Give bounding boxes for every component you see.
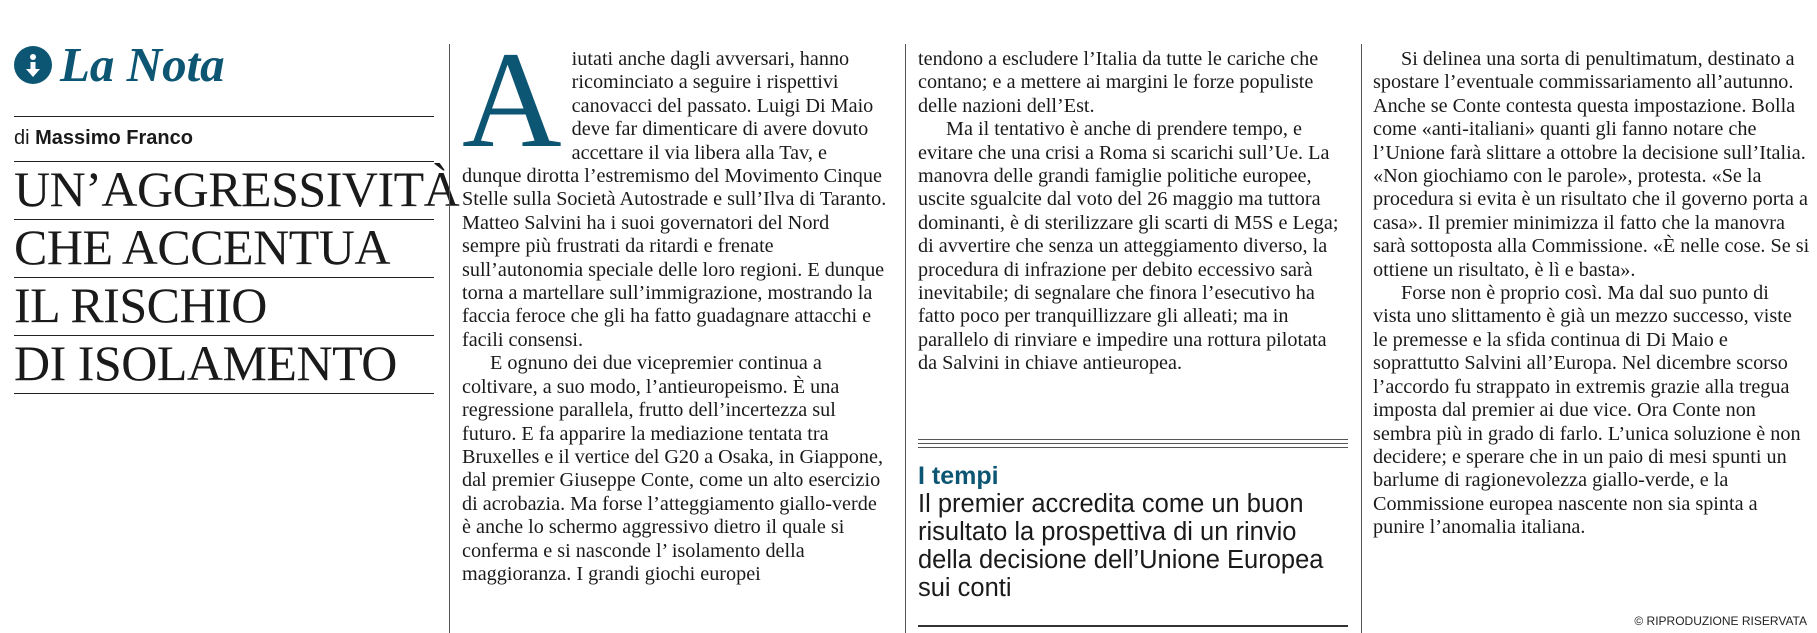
column-divider [449,44,450,633]
paragraph-text: iutati anche dagli avversari, hanno ricominciato a seguire i rispettivi canovacci del passato. Luigi Di Maio deve far dimenticare di avere dovuto accettare il via libera alla Tav, e dunque dirotta l’estremismo del Movimento Cinque Stelle sulla Società Autostrade e sull’Ilva di Taranto. Matteo Salvini ha i suoi governatori del Nord sempre più frustrati da ritardi e frenate sull’autonomia speciale delle loro regioni. E dunque torna a martellare sull’immigrazione, mostrando la faccia feroce che gli ha fatto guadagnare attacchi e facili consensi. [462,48,887,351]
sidebar-box [918,439,1348,602]
article-paragraph: Forse non è proprio così. Ma dal suo punto di vista uno slittamento è già un mezzo successo, viste le premesse e la sfida continua di Di Maio e soprattutto Salvini all’Europa. Nel dicembre scorso l’accordo fu strappato in extremis grazie alla tregua imposta dal premier ai due vice. Ora Conte non sembra più in grado di farlo. L’unica soluzione è non decidere; e sperare che in un paio di mesi spunti un barlume di ragionevolezza giallo-verde, e la Commissione europea nascente non sia spinta a punire l’anomalia italiana. [1373,282,1801,539]
article-paragraph: Si delinea una sorta di penultimatum, destinato a spostare l’eventuale commissariamento all’autunno. Anche se Conte contesta questa impostazione. Bolla come «anti-italiani» quanti gli fanno notare che l’Unione farà slittare a ottobre la decisione sull’Italia. «Non giochiamo con le parole», protesta. «Se la procedura si evita è un risultato che il governo porta a casa». Il premier minimizza il fatto che la manovra sarà sottoposta alla Commissione. «È nelle cose. Se si ottiene un risultato, è lì e basta». [1373,48,1810,281]
divider [14,116,434,117]
article-column-2 [918,48,1348,376]
article-column-1 [462,23,890,586]
sidebar-title: I tempi [918,462,999,490]
byline [14,127,434,161]
headline-line: CHE ACCENTUA [14,220,434,278]
copyright-credit: © RIPRODUZIONE RISERVATA [1634,614,1807,628]
article-paragraph: tendono a escludere l’Italia da tutte le cariche che contano; e a mettere ai margini le forze populiste delle nazioni dell’Est. [918,48,1319,117]
headline [14,161,460,394]
divider [918,625,1348,627]
divider [918,447,1348,448]
section-title: La Nota [60,37,225,92]
drop-cap: A [462,23,562,176]
sidebar-text: Il premier accredita come un buon risultato la prospettiva di un rinvio della decisione dell’Unione Europea sui conti [918,490,1324,602]
top-band [0,0,1817,21]
article-paragraph [462,23,890,352]
article-paragraph: Ma il tentativo è anche di prendere tempo, e evitare che una crisi a Roma si scarichi sull’Ue. La manovra delle grandi famiglie politiche europee, uscite sgualcite dal voto del 26 maggio ma tuttora dominanti, è di sterilizzare gli scarti di M5S e Lega; di avvertire che senza un atteggiamento diverso, la procedura di infrazione per debito eccessivo sarà inevitabile; di segnalare che finora l’esecutivo ha fatto poco per tranquillizzare gli alleati; ma in parallelo di rinviare e impedire una rottura pilotata da Salvini in chiave antieuropea. [918,118,1339,375]
article-paragraph: E ognuno dei due vicepremier continua a coltivare, a suo modo, l’antieuropeismo. È una regressione parallela, frutto dell’incertezza sul futuro. E fa apparire la mediazione tentata tra Bruxelles e il vertice del G20 a Osaka, in Giappone, dal premier Giuseppe Conte, come un alto esercizio di acrobazia. Ma forse l’atteggiamento giallo-verde è anche lo schermo aggressivo dietro il quale si conferma e si nasconde l’ isolamento della maggioranza. I grandi giochi europei [462,352,884,585]
column-divider [1361,44,1362,633]
headline-line: UN’AGGRESSIVITÀ [14,162,434,220]
info-badge-icon [14,46,52,84]
article-header [14,37,460,394]
section-header [14,37,434,92]
byline-prefix: di [14,127,30,149]
column-divider [905,44,906,633]
byline-author: Massimo Franco [35,127,193,149]
headline-line: IL RISCHIO [14,278,434,336]
divider [918,439,1348,444]
article-column-3 [1373,48,1811,540]
headline-line: DI ISOLAMENTO [14,336,434,394]
